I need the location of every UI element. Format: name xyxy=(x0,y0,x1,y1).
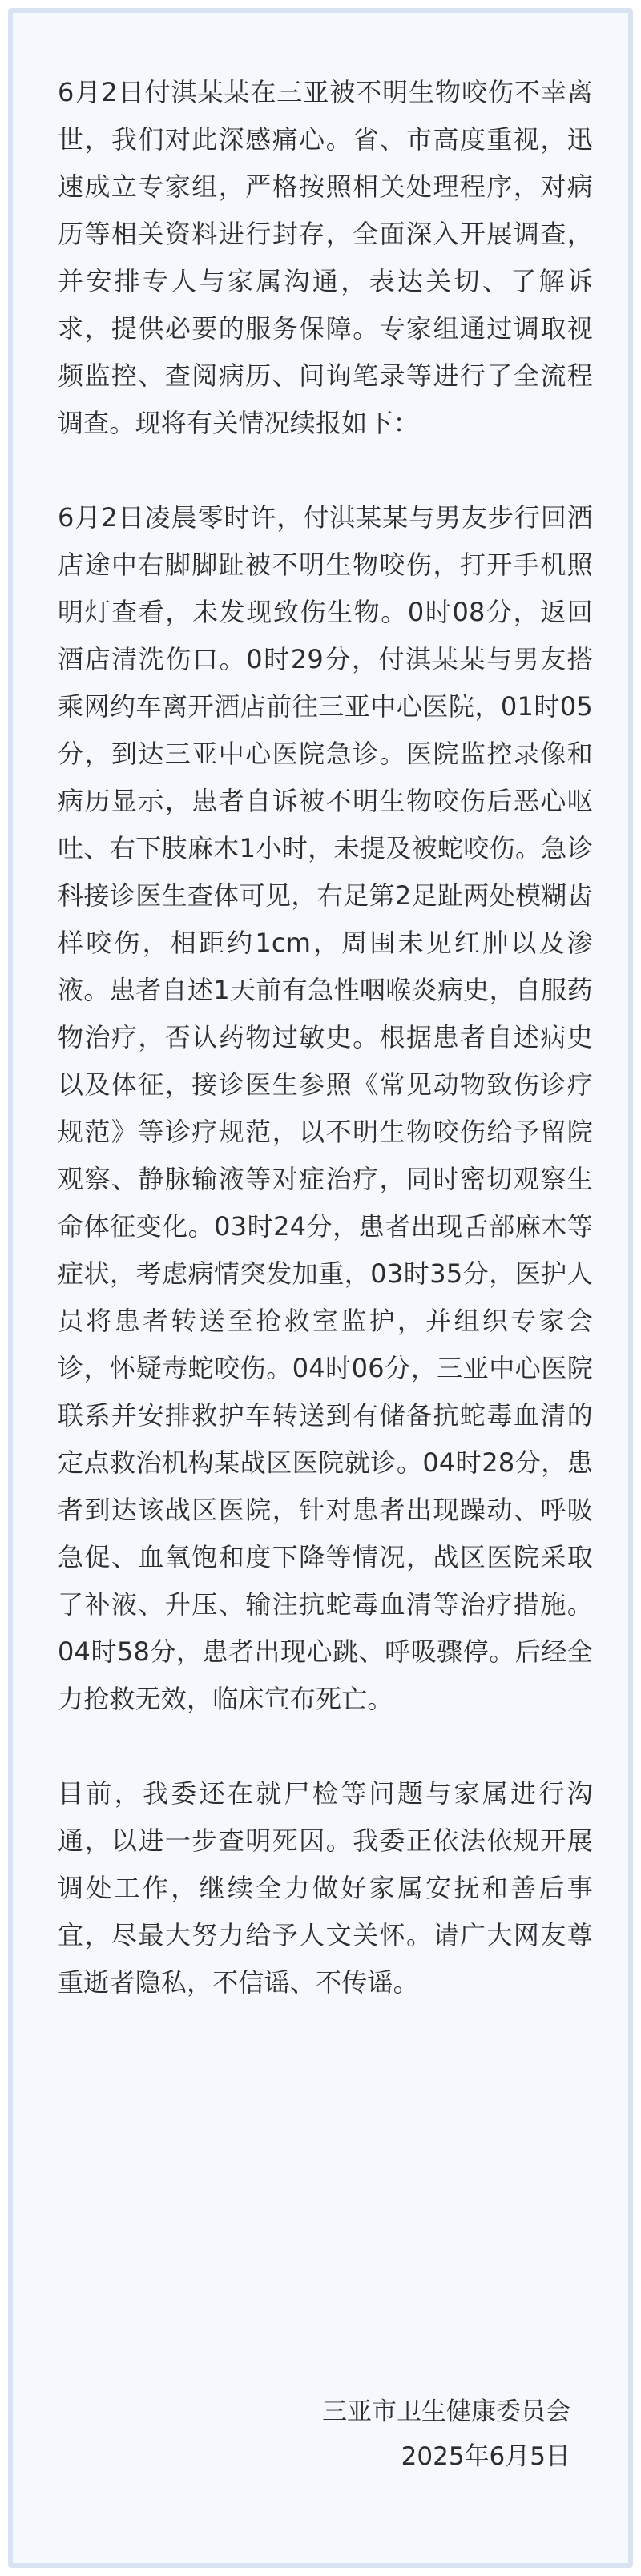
incident-details-paragraph: 6月2日凌晨零时许，付淇某某与男友步行回酒店途中右脚脚趾被不明生物咬伤，打开手机照明灯查看，未发现致伤生物。0时08分，返回酒店清洗伤口。0时29分，付淇某某与男友搭乘网约车离开酒店前往三亚中心医院，01时05分，到达三亚中心医院急诊。医院监控录像和病历显示，患者自诉被不明生物咬伤后恶心呕吐、右下肢麻木1小时，未提及被蛇咬伤。急诊科接诊医生查体可见，右足第2足趾两处模糊齿样咬伤，相距约1cm，周围未见红肿以及渗液。患者自述1天前有急性咽喉炎病史，自服药物治疗，否认药物过敏史。根据患者自述病史以及体征，接诊医生参照《常见动物致伤诊疗规范》等诊疗规范，以不明生物咬伤给予留院观察、静脉输液等对症治疗，同时密切观察生命体征变化。03时24分，患者出现舌部麻木等症状，考虑病情突发加重，03时35分，医护人员将患者转送至抢救室监护，并组织专家会诊，怀疑毒蛇咬伤。04时06分，三亚中心医院联系并安排救护车转送到有储备抗蛇毒血清的定点救治机构某战区医院就诊。04时28分，患者到达该战区医院，针对患者出现躁动、呼吸急促、血氧饱和度下降等情况，战区医院采取了补液、升压、输注抗蛇毒血清等治疗措施。04时58分，患者出现心跳、呼吸骤停。后经全力抢救无效，临床宣布死亡。 xyxy=(58,502,593,1714)
follow-up-paragraph: 目前，我委还在就尸检等问题与家属进行沟通，以进一步查明死因。我委正依法依规开展调处工作，继续全力做好家属安抚和善后事宜，尽最大努力给予人文关怀。请广大网友尊重逝者隐私，不信谣、不传谣。 xyxy=(58,1778,593,1998)
intro-paragraph: 6月2日付淇某某在三亚被不明生物咬伤不幸离世，我们对此深感痛心。省、市高度重视，迅速成立专家组，严格按照相关处理程序，对病历等相关资料进行封存，全面深入开展调查，并安排专人与家属沟通，表达关切、了解诉求，提供必要的服务保障。专家组通过调取视频监控、查阅病历、问询笔录等进行了全流程调查。现将有关情况续报如下： xyxy=(58,77,593,438)
signature-date: 2025年6月5日 xyxy=(401,2442,570,2471)
signature-organization: 三亚市卫生健康委员会 xyxy=(322,2397,570,2426)
signature-block xyxy=(282,2389,570,2479)
notice-body xyxy=(58,69,593,2006)
notice-card xyxy=(8,8,633,2568)
